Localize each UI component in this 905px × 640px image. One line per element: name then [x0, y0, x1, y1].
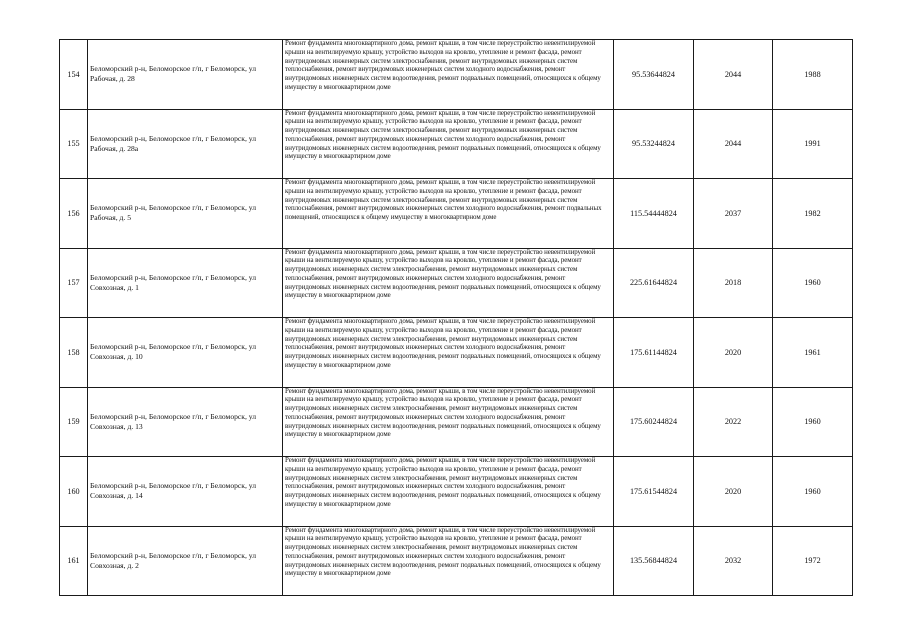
- construction-year-cell: 1960: [773, 457, 853, 527]
- planned-year-cell: 2020: [694, 318, 773, 388]
- table-row: [60, 40, 853, 110]
- table-row: [60, 387, 853, 457]
- table-row: [60, 526, 853, 596]
- address-cell: Беломорский р-н, Беломорское г/п, г Беломорск, ул Рабочая, д. 28а: [88, 109, 283, 179]
- table-row: [60, 318, 853, 388]
- construction-year-cell: 1988: [773, 40, 853, 110]
- row-number-cell: 154: [60, 40, 88, 110]
- construction-year-cell: 1961: [773, 318, 853, 388]
- address-cell: Беломорский р-н, Беломорское г/п, г Беломорск, ул Совхозная, д. 10: [88, 318, 283, 388]
- table-row: [60, 179, 853, 249]
- cost-cell: 95.53244824: [614, 109, 694, 179]
- construction-year-cell: 1982: [773, 179, 853, 249]
- planned-year-cell: 2018: [694, 248, 773, 318]
- construction-year-cell: 1960: [773, 248, 853, 318]
- cost-cell: 175.61544824: [614, 457, 694, 527]
- planned-year-cell: 2044: [694, 109, 773, 179]
- row-number-cell: 158: [60, 318, 88, 388]
- repair-works-cell: Ремонт фундамента многоквартирного дома, ремонт крыши, в том числе переустройство невентилируемой крыши на вентилируемую крышу, устройство выходов на кровлю, утепление и ремонт фасада, ремонт внутридомовых инженерных систем электроснабжения, ремонт внутридомовых инженерных систем теплоснабжения, ремонт внутридомовых инженерных систем холодного водоснабжения, ремонт внутридомовых инженерных систем водоотведения, ремонт подвальных помещений, относящихся к общему имуществу в многоквартирном доме: [283, 40, 614, 110]
- repair-works-cell: Ремонт фундамента многоквартирного дома, ремонт крыши, в том числе переустройство невентилируемой крыши на вентилируемую крышу, устройство выходов на кровлю, утепление и ремонт фасада, ремонт внутридомовых инженерных систем электроснабжения, ремонт внутридомовых инженерных систем теплоснабжения, ремонт внутридомовых инженерных систем холодного водоснабжения, ремонт внутридомовых инженерных систем водоотведения, ремонт подвальных помещений, относящихся к общему имуществу в многоквартирном доме: [283, 457, 614, 527]
- row-number-cell: 156: [60, 179, 88, 249]
- repair-works-cell: Ремонт фундамента многоквартирного дома, ремонт крыши, в том числе переустройство невентилируемой крыши на вентилируемую крышу, устройство выходов на кровлю, утепление и ремонт фасада, ремонт внутридомовых инженерных систем электроснабжения, ремонт внутридомовых инженерных систем теплоснабжения, ремонт внутридомовых инженерных систем холодного водоснабжения, ремонт подвальных помещений, относящихся к общему имуществу в многоквартирном доме: [283, 179, 614, 249]
- address-cell: Беломорский р-н, Беломорское г/п, г Беломорск, ул Рабочая, д. 5: [88, 179, 283, 249]
- repair-works-cell: Ремонт фундамента многоквартирного дома, ремонт крыши, в том числе переустройство невентилируемой крыши на вентилируемую крышу, устройство выходов на кровлю, утепление и ремонт фасада, ремонт внутридомовых инженерных систем электроснабжения, ремонт внутридомовых инженерных систем теплоснабжения, ремонт внутридомовых инженерных систем холодного водоснабжения, ремонт внутридомовых инженерных систем водоотведения, ремонт подвальных помещений, относящихся к общему имуществу в многоквартирном доме: [283, 109, 614, 179]
- row-number-cell: 159: [60, 387, 88, 457]
- table-row: [60, 109, 853, 179]
- cost-cell: 175.60244824: [614, 387, 694, 457]
- row-number-cell: 161: [60, 526, 88, 596]
- construction-year-cell: 1960: [773, 387, 853, 457]
- cost-cell: 175.61144824: [614, 318, 694, 388]
- cost-cell: 95.53644824: [614, 40, 694, 110]
- row-number-cell: 157: [60, 248, 88, 318]
- planned-year-cell: 2037: [694, 179, 773, 249]
- housing-repair-table: [59, 39, 853, 596]
- address-cell: Беломорский р-н, Беломорское г/п, г Беломорск, ул Совхозная, д. 1: [88, 248, 283, 318]
- address-cell: Беломорский р-н, Беломорское г/п, г Беломорск, ул Рабочая, д. 28: [88, 40, 283, 110]
- planned-year-cell: 2044: [694, 40, 773, 110]
- repair-works-cell: Ремонт фундамента многоквартирного дома, ремонт крыши, в том числе переустройство невентилируемой крыши на вентилируемую крышу, устройство выходов на кровлю, утепление и ремонт фасада, ремонт внутридомовых инженерных систем электроснабжения, ремонт внутридомовых инженерных систем теплоснабжения, ремонт внутридомовых инженерных систем холодного водоснабжения, ремонт внутридомовых инженерных систем водоотведения, ремонт подвальных помещений, относящихся к общему имуществу в многоквартирном доме: [283, 387, 614, 457]
- cost-cell: 225.61644824: [614, 248, 694, 318]
- row-number-cell: 155: [60, 109, 88, 179]
- repair-works-cell: Ремонт фундамента многоквартирного дома, ремонт крыши, в том числе переустройство невентилируемой крыши на вентилируемую крышу, устройство выходов на кровлю, утепление и ремонт фасада, ремонт внутридомовых инженерных систем электроснабжения, ремонт внутридомовых инженерных систем теплоснабжения, ремонт внутридомовых инженерных систем холодного водоснабжения, ремонт внутридомовых инженерных систем водоотведения, ремонт подвальных помещений, относящихся к общему имуществу в многоквартирном доме: [283, 318, 614, 388]
- cost-cell: 135.56844824: [614, 526, 694, 596]
- table-body: [60, 40, 853, 596]
- repair-works-cell: Ремонт фундамента многоквартирного дома, ремонт крыши, в том числе переустройство невентилируемой крыши на вентилируемую крышу, устройство выходов на кровлю, утепление и ремонт фасада, ремонт внутридомовых инженерных систем электроснабжения, ремонт внутридомовых инженерных систем теплоснабжения, ремонт внутридомовых инженерных систем холодного водоснабжения, ремонт внутридомовых инженерных систем водоотведения, ремонт подвальных помещений, относящихся к общему имуществу в многоквартирном доме: [283, 248, 614, 318]
- repair-works-cell: Ремонт фундамента многоквартирного дома, ремонт крыши, в том числе переустройство невентилируемой крыши на вентилируемую крышу, устройство выходов на кровлю, утепление и ремонт фасада, ремонт внутридомовых инженерных систем электроснабжения, ремонт внутридомовых инженерных систем теплоснабжения, ремонт внутридомовых инженерных систем холодного водоснабжения, ремонт внутридомовых инженерных систем водоотведения, ремонт подвальных помещений, относящихся к общему имуществу в многоквартирном доме: [283, 526, 614, 596]
- table-row: [60, 248, 853, 318]
- table-row: [60, 457, 853, 527]
- address-cell: Беломорский р-н, Беломорское г/п, г Беломорск, ул Совхозная, д. 14: [88, 457, 283, 527]
- planned-year-cell: 2020: [694, 457, 773, 527]
- address-cell: Беломорский р-н, Беломорское г/п, г Беломорск, ул Совхозная, д. 2: [88, 526, 283, 596]
- cost-cell: 115.54444824: [614, 179, 694, 249]
- planned-year-cell: 2022: [694, 387, 773, 457]
- row-number-cell: 160: [60, 457, 88, 527]
- address-cell: Беломорский р-н, Беломорское г/п, г Беломорск, ул Совхозная, д. 13: [88, 387, 283, 457]
- planned-year-cell: 2032: [694, 526, 773, 596]
- construction-year-cell: 1991: [773, 109, 853, 179]
- construction-year-cell: 1972: [773, 526, 853, 596]
